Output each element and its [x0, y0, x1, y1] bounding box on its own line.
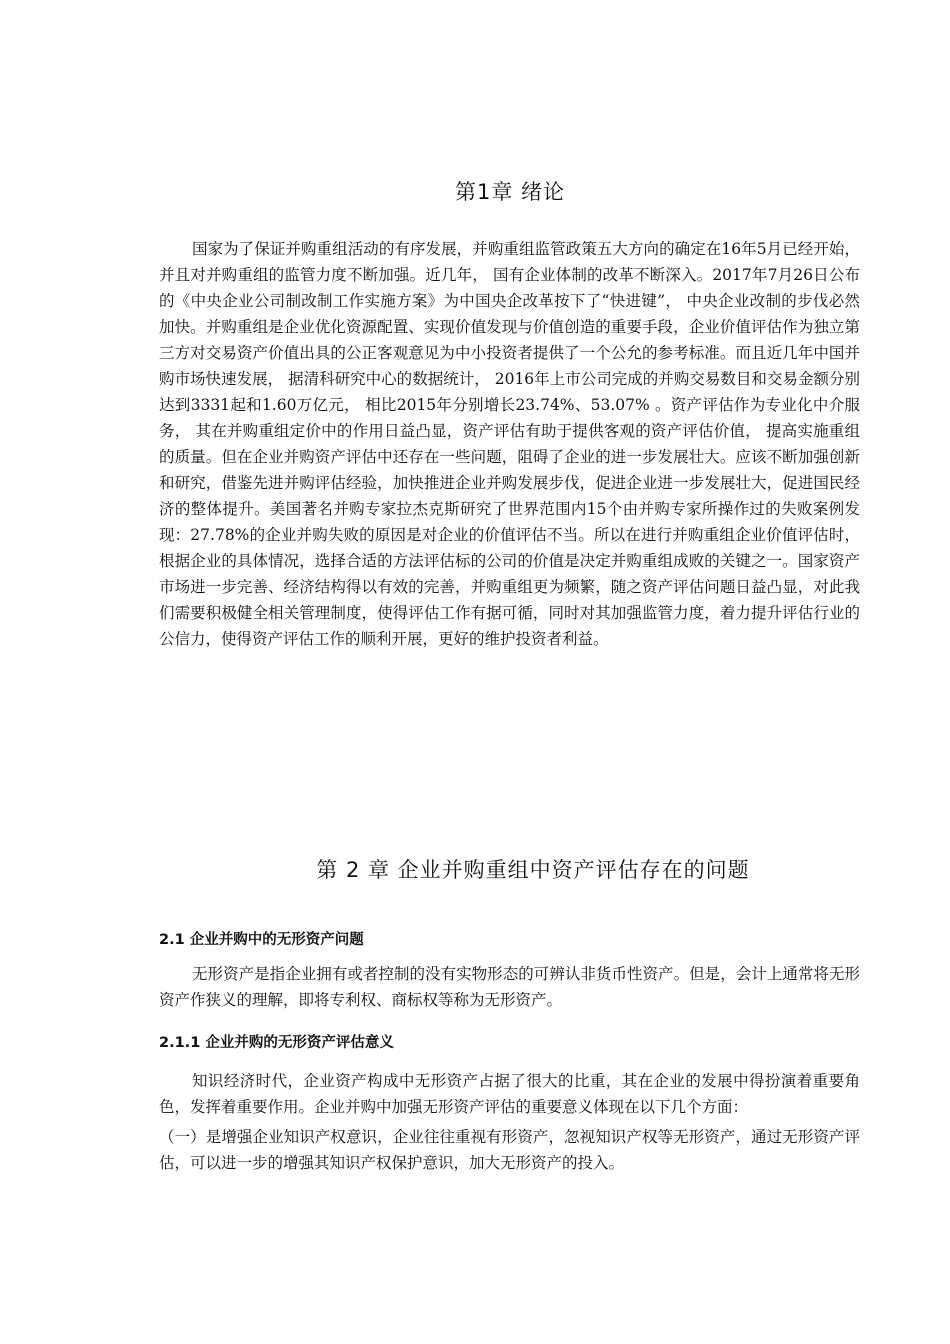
section-2-1-1-list-item-1: （一）是增强企业知识产权意识，企业往往重视有形资产，忽视知识产权等无形资产，通过无形资产评估，可以进一步的增强其知识产权保护意识，加大无形资产的投入。 [159, 1128, 860, 1172]
section-2-1-paragraph: 无形资产是指企业拥有或者控制的没有实物形态的可辨认非货币性资产。但是，会计上通常将无形资产作狭义的理解，即将专利权、商标权等称为无形资产。 [159, 965, 860, 1009]
section-2-1-heading: 2.1 企业并购中的无形资产问题 [159, 932, 364, 948]
chapter-1-title: 第1章 绪论 [454, 180, 566, 204]
chapter-2-title: 第 2 章 企业并购重组中资产评估存在的问题 [316, 858, 750, 882]
chapter-1-paragraph: 国家为了保证并购重组活动的有序发展，并购重组监管政策五大方向的确定在16年5月已经开始，并且对并购重组的监管力度不断加强。近几年， 国有企业体制的改革不断深入。2017年7月26日公布的《中央企业公司制改制工作实施方案》为中国央企改革按下了“快进键”， 中央企业改制的步伐必然加快。并购重组是企业优化资源配置、实现价值发现与价值创造的重要手段，企业价值评估作为独立第三方对交易资产价值出具的公正客观意见为中小投资者提供了一个公允的参考标准。而且近几年中国并购市场快速发展， 据清科研究中心的数据统计， 2016年上市公司完成的并购交易数目和交易金额分别达到3331起和1.60万亿元， 相比2015年分别增长23.74%、53.07% 。资产评估作为专业化中介服务， 其在并购重组定价中的作用日益凸显，资产评估有助于提供客观的资产评估价值， 提高实施重组的质量。但在企业并购资产评估中还存在一些问题，阻碍了企业的进一步发展壮大。应该不断加强创新和研究，借鉴先进并购评估经验，加快推进企业并购发展步伐，促进企业进一步发展壮大，促进国民经济的整体提升。美国著名并购专家拉杰克斯研究了世界范围内15个由并购专家所操作过的失败案例发现：27.78%的企业并购失败的原因是对企业的价值评估不当。所以在进行并购重组企业价值评估时，根据企业的具体情况，选择合适的方法评估标的公司的价值是决定并购重组成败的关键之一。国家资产市场进一步完善、经济结构得以有效的完善，并购重组更为频繁，随之资产评估问题日益凸显，对此我们需要积极健全相关管理制度，使得评估工作有据可循，同时对其加强监管力度，着力提升评估行业的公信力，使得资产评估工作的顺利开展，更好的维护投资者利益。 [159, 240, 860, 648]
section-2-1-1-heading: 2.1.1 企业并购的无形资产评估意义 [159, 1035, 394, 1051]
section-2-1-1-paragraph: 知识经济时代，企业资产构成中无形资产占据了很大的比重，其在企业的发展中得扮演着重要角色，发挥着重要作用。企业并购中加强无形资产评估的重要意义体现在以下几个方面： [159, 1072, 860, 1116]
